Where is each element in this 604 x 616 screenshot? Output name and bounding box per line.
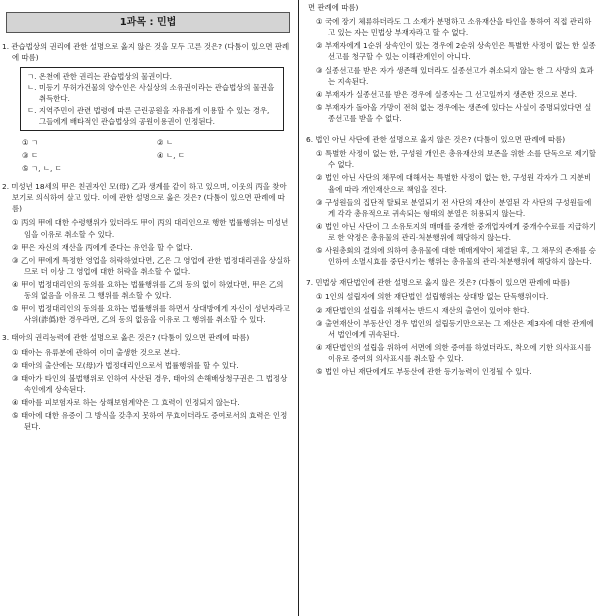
box-item-b: ㄴ. 미등기 무허가건물의 양수인은 사실상의 소유권이라는 관습법상의 물권을 취득한다. bbox=[27, 83, 275, 104]
q5-option-2[interactable]: ② 부재자에게 1순위 상속인이 있는 경우에 2순위 상속인은 특별한 사정이 없는 한 실종선고를 청구할 수 있는 이해관계인이 아니다. bbox=[316, 41, 596, 62]
question-1 bbox=[2, 41, 292, 174]
question-1-box bbox=[20, 67, 284, 131]
q3-option-4[interactable]: ④ 태아를 피보험자로 하는 상해보험계약은 그 효력이 인정되지 않는다. bbox=[12, 397, 240, 407]
q5-option-3[interactable]: ③ 실종선고를 받은 자가 생존해 있더라도 실종선고가 취소되지 않는 한 그 사망의 효과는 지속된다. bbox=[316, 65, 594, 86]
question-1-choices bbox=[22, 137, 292, 174]
choice-5[interactable]: ⑤ ㄱ, ㄴ, ㄷ bbox=[22, 163, 62, 173]
q6-option-5[interactable]: ⑤ 사원총회의 결의에 의하여 총유물에 대한 매매계약이 체결된 후, 그 채무의 존재를 승인하여 소멸시효를 중단시키는 행위는 총유물의 관리·처분행위에 해당하지 않는다. bbox=[316, 246, 596, 267]
q5-option-1[interactable]: ① 국에 장기 체류하더라도 그 소재가 분명하고 소유재산을 타인을 통하여 직접 관리하고 있는 자는 민법상 부재자라고 할 수 없다. bbox=[316, 17, 592, 38]
question-5-continued bbox=[306, 2, 598, 124]
q2-option-1[interactable]: ① 丙의 甲에 대한 수령행위가 있더라도 甲이 丙의 대리인으로 행한 법률행위는 미성년임을 이유로 취소할 수 있다. bbox=[12, 218, 289, 239]
choice-3[interactable]: ③ ㄷ bbox=[22, 150, 39, 160]
question-6-text: 6. 법인 아닌 사단에 관한 설명으로 옳지 않은 것은? (다툼이 있으면 판례에 따름) bbox=[306, 135, 566, 145]
question-5-tail: 면 판례에 따름) bbox=[308, 3, 359, 12]
q7-option-5[interactable]: ⑤ 법인 아닌 재단에게도 부동산에 관한 등기능력이 인정될 수 있다. bbox=[316, 367, 532, 377]
right-column bbox=[306, 0, 598, 384]
q2-option-2[interactable]: ② 甲은 자신의 재산을 丙에게 준다는 유언을 할 수 없다. bbox=[12, 242, 193, 252]
q2-option-5[interactable]: ⑤ 甲이 법정대리인의 동의를 요하는 법률행위를 하면서 상대방에게 자신이 성년자라고 사위(詐僞)한 경우라면, 乙의 동의 없음을 이유로 그 행위를 취소할 수 있다. bbox=[12, 304, 290, 325]
left-column bbox=[2, 0, 292, 439]
question-3 bbox=[2, 332, 292, 432]
question-1-text: 1. 관습법상의 권리에 관한 설명으로 옳지 않은 것을 모두 고른 것은? (다툼이 있으면 판례에 따름) bbox=[2, 42, 290, 63]
question-6 bbox=[306, 134, 598, 267]
q3-option-2[interactable]: ② 태아의 출산에는 모(母)가 법정대리인으로서 법률행위를 할 수 있다. bbox=[12, 360, 239, 370]
box-item-a: ㄱ. 온천에 관한 권리는 관습법상의 물권이다. bbox=[27, 72, 172, 82]
q3-option-1[interactable]: ① 태아는 유류분에 관하여 이미 출생한 것으로 본다. bbox=[12, 347, 181, 357]
subject-title: 1과목 : 민법 bbox=[119, 17, 177, 28]
q5-option-5[interactable]: ⑤ 부재자가 돌아올 가망이 전혀 없는 경우에는 생존에 있다는 사실이 증명되었다면 실종선고를 받을 수 없다. bbox=[316, 102, 592, 123]
q7-option-3[interactable]: ③ 출연재산이 부동산인 경우 법인의 설립등기만으로는 그 재산은 제3자에 대한 관계에서 법인에게 귀속된다. bbox=[316, 318, 594, 339]
box-item-c: ㄷ. 지역주민이 관련 법령에 따른 근린공원을 자유롭게 이용할 수 있는 경우, 그들에게 배타적인 관습법상의 공원이용권이 인정된다. bbox=[27, 105, 270, 126]
q3-option-3[interactable]: ③ 태아가 타인의 불법행위로 인하여 사산된 경우, 태아의 손해배상청구권은 그 법정상속인에게 상속된다. bbox=[12, 373, 288, 394]
q7-option-4[interactable]: ④ 재단법인의 설립을 위하여 서면에 의한 증여를 하였더라도, 착오에 기한 의사표시를 이유로 증여의 의사표시를 취소할 수 있다. bbox=[316, 342, 592, 363]
q6-option-2[interactable]: ② 법인 아닌 사단의 채무에 대해서는 특별한 사정이 없는 한, 구성원 각자가 그 지분비율에 따라 개인재산으로 책임을 진다. bbox=[316, 173, 592, 194]
question-2-text: 2. 미성년 18세의 甲은 친권자인 모(母) 乙과 생계를 같이 하고 있으며, 이웃의 丙을 찾아보기로 의식하여 살고 있다. 이에 관한 설명으로 옳은 것은? (다툼이 있으면 판례에 따름) bbox=[2, 182, 287, 214]
q6-option-4[interactable]: ④ 법인 아닌 사단이 그 소유토지의 매매를 중개한 중개업자에게 중개수수료를 지급하기로 한 약정은 총유물의 관리·처분행위에 해당하지 않는다. bbox=[316, 221, 596, 242]
q2-option-3[interactable]: ③ 乙이 甲에게 특정한 영업을 허락하였다면, 乙은 그 영업에 관한 법정대리권을 상실하므로 더 이상 그 영업에 대한 허락을 취소할 수 없다. bbox=[12, 255, 291, 276]
q3-option-5[interactable]: ⑤ 태아에 대한 유증이 그 방식을 갖추지 못하여 무효이더라도 증여로서의 효력은 인정된다. bbox=[12, 411, 288, 432]
q2-option-4[interactable]: ④ 甲이 법정대리인의 동의를 요하는 법률행위를 乙의 동의 없이 하였다면, 甲은 乙의 동의 없음을 이유로 그 행위를 취소할 수 있다. bbox=[12, 279, 284, 301]
q5-option-4[interactable]: ④ 부재자가 실종선고를 받은 경우에 실종자는 그 선고일까지 생존한 것으로 본다. bbox=[316, 89, 577, 99]
q6-option-3[interactable]: ③ 구성원들의 집단적 탈퇴로 분열되기 전 사단의 재산이 분열된 각 사단의 구성원들에게 각각 총유적으로 귀속되는 형태의 분열은 허용되지 않는다. bbox=[316, 197, 592, 218]
question-7-text: 7. 민법상 재단법인에 관한 설명으로 옳지 않은 것은? (다툼이 있으면 판례에 따름) bbox=[306, 278, 570, 288]
question-3-text: 3. 태아의 권리능력에 관한 설명으로 옳은 것은? (다툼이 있으면 판례에 따름) bbox=[2, 333, 250, 343]
question-7 bbox=[306, 277, 598, 377]
subject-title-box bbox=[6, 12, 290, 33]
question-2 bbox=[2, 181, 292, 325]
q7-option-2[interactable]: ② 재단법인의 설립을 위해서는 반드시 재산의 출연이 있어야 한다. bbox=[316, 305, 530, 315]
q6-option-1[interactable]: ① 특별한 사정이 없는 한, 구성원 개인은 총유재산의 보존을 위한 소를 단독으로 제기할 수 없다. bbox=[316, 149, 596, 170]
choice-4[interactable]: ④ ㄴ, ㄷ bbox=[157, 150, 185, 160]
choice-2[interactable]: ② ㄴ bbox=[157, 137, 174, 147]
q7-option-1[interactable]: ① 1인의 설립자에 의한 재단법인 설립행위는 상대방 없는 단독행위이다. bbox=[316, 292, 549, 302]
column-divider bbox=[298, 0, 299, 616]
choice-1[interactable]: ① ㄱ bbox=[22, 137, 39, 147]
